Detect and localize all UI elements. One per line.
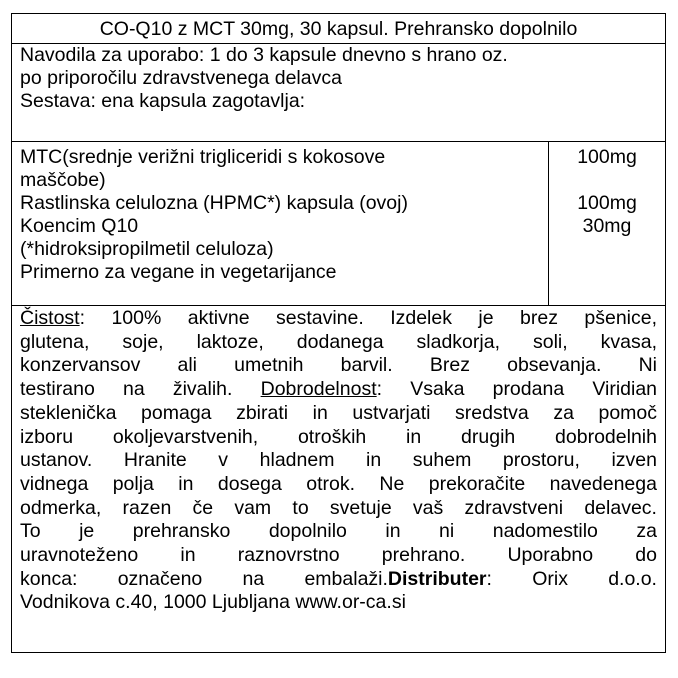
notes-line-12-pre: konca: označeno na embalaži. bbox=[20, 567, 388, 590]
ingredient-mct-line-1: MTC(srednje verižni trigliceridi s kokosove bbox=[20, 146, 386, 168]
notes-line-3: konzervansov ali umetnih barvil. Brez obsevanja. Ni bbox=[20, 354, 657, 377]
notes-line-8: vidnega polja in dosega otrok. Ne prekoračite navedenega bbox=[20, 472, 657, 495]
amount-spacer bbox=[549, 169, 665, 192]
notes-line-11: uravnoteženo in raznovrstno prehrano. Uporabno do bbox=[20, 544, 657, 567]
ingredient-names-column bbox=[12, 142, 549, 305]
charity-heading: Dobrodelnost bbox=[260, 378, 377, 401]
notes-line-6: izboru okoljevarstvenih, otroških in drugih dobrodelnih bbox=[20, 425, 657, 448]
ingredient-coq10: Koencim Q10 bbox=[20, 215, 139, 237]
notes-line-1 bbox=[20, 307, 657, 331]
usage-line-1: Navodila za uporabo: 1 do 3 kapsule dnevno s hrano oz. bbox=[20, 44, 508, 66]
notes-line-10: To je prehransko dopolnilo in ni nadomestilo za bbox=[20, 520, 657, 543]
amount-mct: 100mg bbox=[577, 146, 637, 168]
purity-text: : 100% aktivne sestavine. Izdelek je brez pšenice, bbox=[79, 307, 658, 329]
distributor-heading: Distributer bbox=[387, 567, 487, 590]
usage-line-2: po priporočilu zdravstvenega delavca bbox=[20, 67, 342, 89]
purity-heading: Čistost bbox=[20, 307, 80, 329]
notes-line-5: steklenička pomaga zbirati in ustvarjati sredstva za pomoč bbox=[20, 401, 658, 424]
ingredient-amounts-column bbox=[549, 142, 665, 309]
notes-section bbox=[12, 306, 665, 652]
notes-line-13: Vodnikova c.40, 1000 Ljubljana www.or-ca.si bbox=[20, 591, 406, 614]
notes-line-12-post: : Orix d.o.o. bbox=[486, 567, 657, 590]
notes-line-2: glutena, soje, laktoze, dodanega sladkorja, soli, kvasa, bbox=[20, 330, 658, 353]
composition-heading: Sestava: ena kapsula zagotavlja: bbox=[20, 90, 306, 112]
label-title bbox=[12, 14, 665, 44]
ingredient-capsule: Rastlinska celulozna (HPMC*) kapsula (ovoj) bbox=[20, 192, 408, 214]
ingredient-footnote: (*hidroksipropilmetil celuloza) bbox=[20, 238, 274, 260]
usage-section bbox=[12, 44, 665, 142]
notes-line-9: odmerka, razen če vam to svetuje vaš zdravstveni delavec. bbox=[20, 496, 657, 519]
product-title: CO-Q10 z MCT 30mg, 30 kapsul. Prehransko dopolnilo bbox=[99, 18, 578, 40]
supplement-label bbox=[11, 13, 666, 653]
ingredient-mct-line-2: maščobe) bbox=[20, 169, 106, 191]
ingredients-table bbox=[12, 142, 665, 306]
notes-line-4 bbox=[20, 378, 657, 402]
amount-coq10: 30mg bbox=[582, 215, 632, 237]
amount-capsule: 100mg bbox=[577, 192, 637, 214]
notes-line-4-pre: testirano na živalih. bbox=[20, 378, 261, 401]
notes-line-7: ustanov. Hranite v hladnem in suhem prostoru, izven bbox=[20, 449, 657, 472]
vegan-note: Primerno za vegane in vegetarijance bbox=[20, 261, 337, 283]
notes-line-12 bbox=[20, 568, 657, 592]
notes-line-4-post: : Vsaka prodana Viridian bbox=[376, 378, 658, 401]
